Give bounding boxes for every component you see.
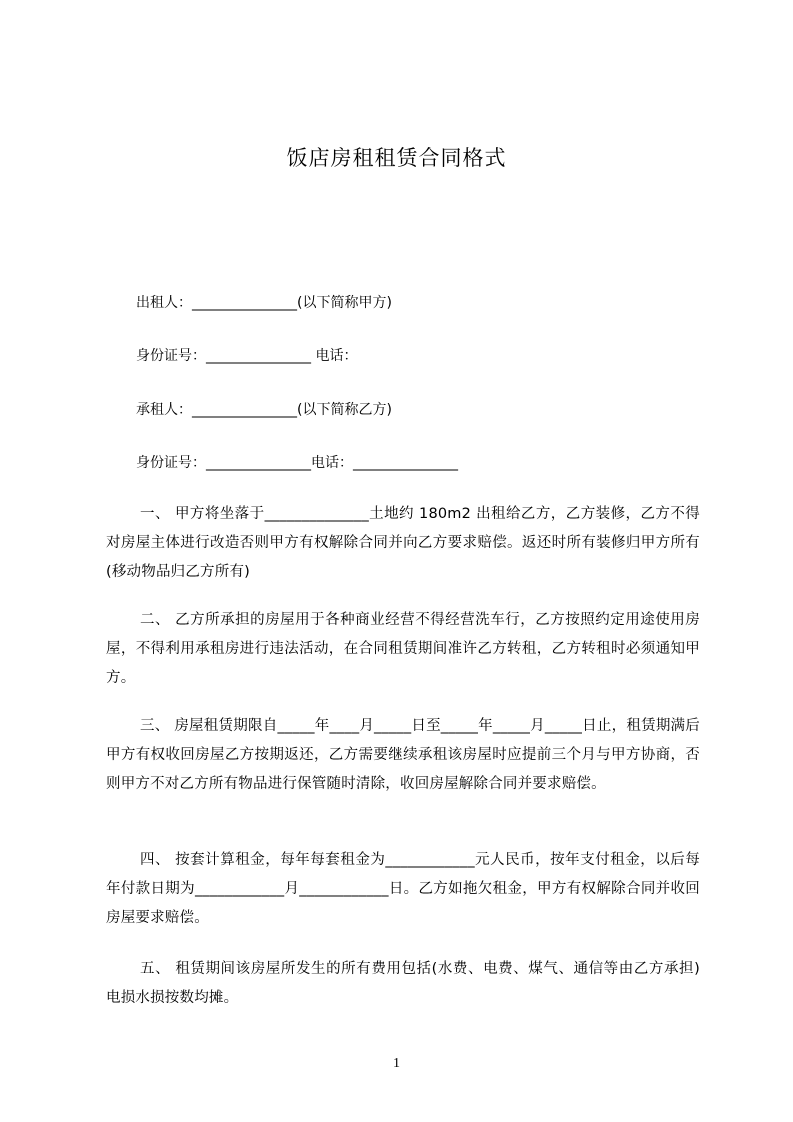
document-title: 饭店房租租赁合同格式 <box>286 146 507 170</box>
page-number: 1 <box>393 1056 400 1071</box>
clause-5: 五、 租赁期间该房屋所发生的所有费用包括(水费、电费、煤气、通信等由乙方承担)电损水损按数均摊。 <box>106 961 700 1006</box>
lessee-id-phone-field: 身份证号：_______________电话：_______________ <box>136 455 458 471</box>
clause-2: 二、 乙方所承担的房屋用于各种商业经营不得经营洗车行，乙方按照约定用途使用房屋，不得利用承租房进行违法活动，在合同租赁期间准许乙方转租，乙方转租时必须通知甲方。 <box>106 612 700 686</box>
clause-3: 三、 房屋租赁期限自_____年____月_____日至_____年_____月_____日止，租赁期满后甲方有权收回房屋乙方按期返还，乙方需要继续承租该房屋时应提前三个月与甲方协商，否则甲方不对乙方所有物品进行保管随时清除，收回房屋解除合同并要求赔偿。 <box>106 718 700 792</box>
lessor-id-phone-field: 身份证号：_______________ 电话： <box>136 348 358 364</box>
clause-4: 四、 按套计算租金，每年每套租金为____________元人民币，按年支付租金，以后每年付款日期为____________月____________日。乙方如拖欠租金，甲方有权解除合同并收回房屋要求赔偿。 <box>106 852 700 926</box>
lessee-field: 承租人：_______________(以下简称乙方) <box>136 402 392 418</box>
lessor-field: 出租人：_______________(以下简称甲方) <box>136 295 392 311</box>
clause-1: 一、 甲方将坐落于______________土地约 180m2 出租给乙方，乙方装修，乙方不得对房屋主体进行改造否则甲方有权解除合同并向乙方要求赔偿。返还时所有装修归甲方所有(移动物品归乙方所有) <box>106 506 700 580</box>
